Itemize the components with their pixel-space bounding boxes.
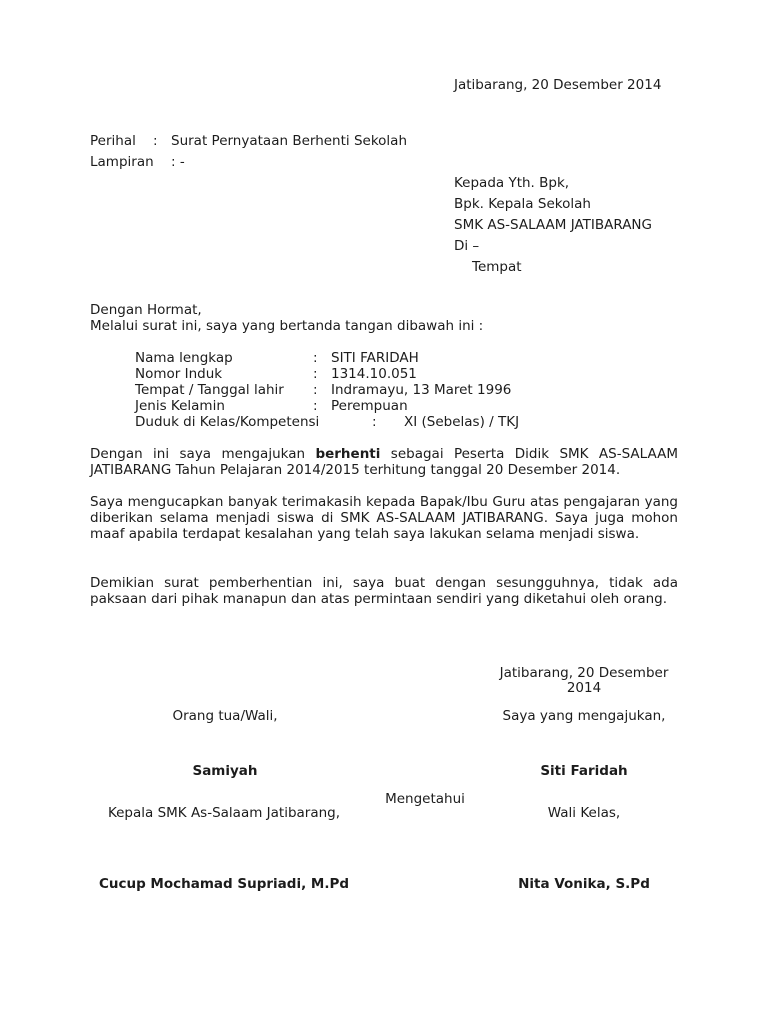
homeroom-name: Nita Vonika, S.Pd — [518, 876, 650, 892]
acknowledge-label: Mengetahui — [385, 791, 465, 807]
induk-label: Nomor Induk — [135, 366, 223, 382]
ttl-colon: : — [313, 382, 318, 398]
greeting: Dengan Hormat, — [90, 302, 202, 318]
recipient-line-4: Di – — [454, 238, 480, 254]
jk-colon: : — [313, 398, 318, 414]
perihal-value: Surat Pernyataan Berhenti Sekolah — [171, 133, 407, 149]
paragraph-resign — [90, 446, 678, 478]
principal-role: Kepala SMK As-Salaam Jatibarang, — [107, 805, 341, 821]
jk-value: Perempuan — [331, 398, 408, 414]
paragraph-closing: Demikian surat pemberhentian ini, saya buat dengan sesungguhnya, tidak ada paksaan dari pihak manapun dan atas permintaan sendiri yang diketahui oleh orang. — [90, 575, 678, 607]
principal-name: Cucup Mochamad Supriadi, M.Pd — [98, 876, 350, 892]
paragraph-resign-start: Dengan ini saya mengajukan — [90, 446, 316, 462]
paragraph-resign-keyword: berhenti — [315, 446, 381, 462]
kelas-colon: : — [372, 414, 377, 430]
paragraph-resign-end: sebagai Peserta Didik SMK AS-SALAAM JATIBARANG Tahun Pelajaran 2014/2015 terhitung tanggal 20 Desember 2014. — [90, 446, 678, 478]
student-name: Siti Faridah — [540, 763, 628, 779]
recipient-line-5: Tempat — [472, 259, 522, 275]
induk-value: 1314.10.051 — [331, 366, 417, 382]
header-place-date: Jatibarang, 20 Desember 2014 — [454, 77, 662, 93]
parent-role: Orang tua/Wali, — [172, 708, 278, 724]
paragraph-thanks: Saya mengucapkan banyak terimakasih kepada Bapak/Ibu Guru atas pengajaran yang diberikan selama menjadi siswa di SMK AS-SALAAM JATIBARANG. Saya juga mohon maaf apabila terdapat kesalahan yang telah saya lakukan selama menjadi siswa. — [90, 494, 678, 542]
student-role: Saya yang mengajukan, — [502, 708, 666, 724]
signature-date-line-2: 2014 — [566, 680, 602, 696]
nama-value: SITI FARIDAH — [331, 350, 419, 366]
recipient-line-1: Kepada Yth. Bpk, — [454, 175, 570, 191]
kelas-label: Duduk di Kelas/Kompetensi — [135, 414, 320, 430]
ttl-value: Indramayu, 13 Maret 1996 — [331, 382, 512, 398]
nama-colon: : — [313, 350, 318, 366]
intro-text: Melalui surat ini, saya yang bertanda tangan dibawah ini : — [90, 318, 484, 334]
ttl-label: Tempat / Tanggal lahir — [135, 382, 284, 398]
kelas-value: XI (Sebelas) / TKJ — [404, 414, 520, 430]
homeroom-role: Wali Kelas, — [547, 805, 621, 821]
lampiran-label: Lampiran — [90, 154, 154, 170]
lampiran-value: : - — [171, 154, 185, 170]
perihal-label: Perihal — [90, 133, 136, 149]
recipient-line-2: Bpk. Kepala Sekolah — [454, 196, 591, 212]
nama-label: Nama lengkap — [135, 350, 233, 366]
perihal-colon: : — [153, 133, 158, 149]
induk-colon: : — [313, 366, 318, 382]
recipient-line-3: SMK AS-SALAAM JATIBARANG — [454, 217, 652, 233]
parent-name: Samiyah — [192, 763, 258, 779]
signature-date-line-1: Jatibarang, 20 Desember — [499, 665, 669, 681]
jk-label: Jenis Kelamin — [135, 398, 225, 414]
